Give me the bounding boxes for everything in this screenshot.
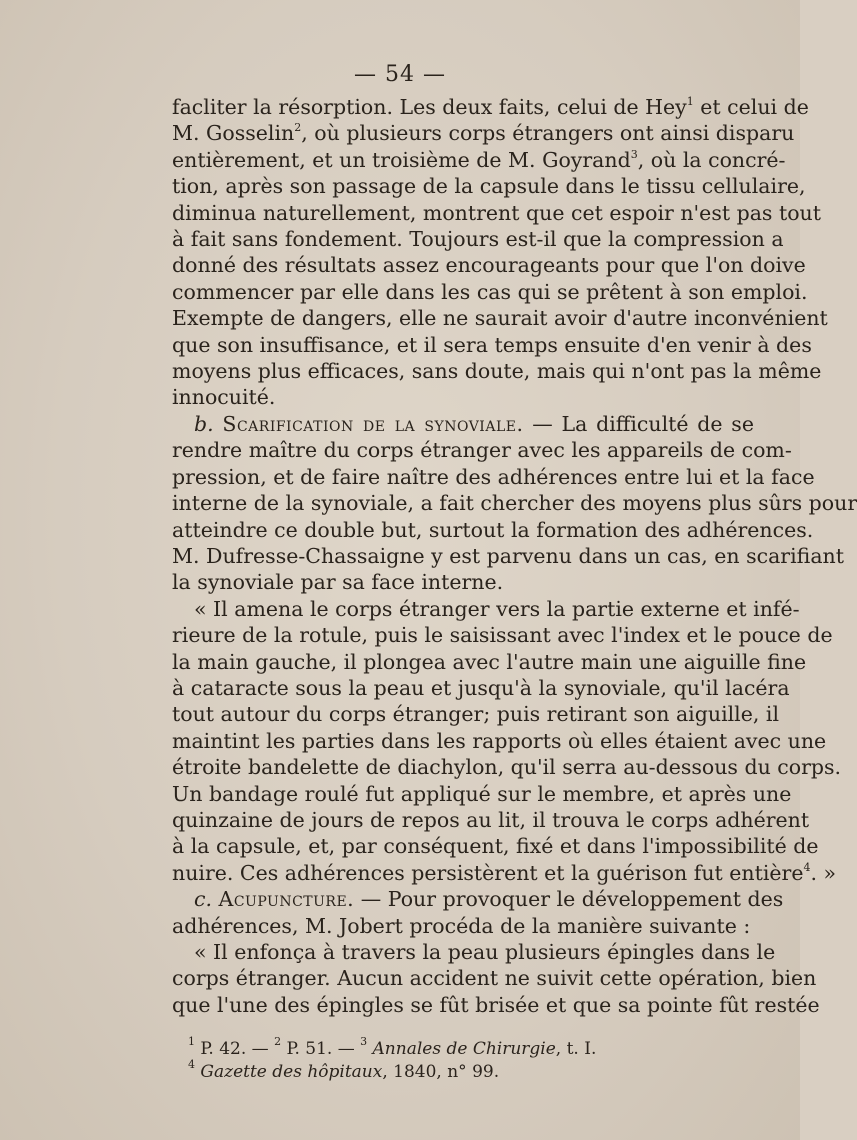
footnote-line: $^4$ Gazette des hôpitaux, 1840, n° 99. <box>188 1058 500 1082</box>
text-line: tout autour du corps étranger; puis retirant son aiguille, il <box>172 702 780 727</box>
text-line: M. Dufresse-Chassaigne y est parvenu dans un cas, en scarifiant <box>172 543 844 568</box>
text-line: rendre maître du corps étranger avec les appareils de com- <box>172 438 792 463</box>
footnotes <box>188 1035 748 1084</box>
section-heading-line: c. Acupuncture. — Pour provoquer le développement des <box>194 887 784 912</box>
text-line: pression, et de faire naître des adhérences entre lui et la face <box>172 464 815 489</box>
text-line: moyens plus efficaces, sans doute, mais qui n'ont pas la même <box>172 359 822 384</box>
page-number: — 54 — <box>354 62 446 87</box>
text-line: entièrement, et un troisième de M. Goyrand$^3$, où la concré- <box>172 147 786 172</box>
text-line: Un bandage roulé fut appliqué sur le membre, et après une <box>172 781 792 806</box>
footnote-ref: 2 <box>294 121 302 135</box>
text-line: corps étranger. Aucun accident ne suivit cette opération, bien <box>172 966 817 991</box>
text-line: innocuité. <box>172 385 276 410</box>
text-line: la synoviale par sa face interne. <box>172 570 504 595</box>
body-text <box>172 94 857 1018</box>
text-line: que l'une des épingles se fût brisée et que sa pointe fût restée <box>172 992 820 1017</box>
text-line: quinzaine de jours de repos au lit, il trouva le corps adhérent <box>172 807 810 832</box>
text-line: rieure de la rotule, puis le saisissant avec l'index et le pouce de <box>172 623 833 648</box>
text-line: la main gauche, il plongea avec l'autre main une aiguille fine <box>172 649 807 674</box>
text-line: M. Gosselin$^2$, où plusieurs corps étrangers ont ainsi disparu <box>172 121 795 146</box>
text-line: tion, après son passage de la capsule dans le tissu cellulaire, <box>172 174 806 199</box>
text-line: adhérences, M. Jobert procéda de la manière suivante : <box>172 913 751 938</box>
text-line: maintint les parties dans les rapports où elles étaient avec une <box>172 728 827 753</box>
text-line: Exempte de dangers, elle ne saurait avoir d'autre inconvénient <box>172 306 828 331</box>
text-line: diminua naturellement, montrent que cet espoir n'est pas tout <box>172 200 821 225</box>
footnote-line: $^1$ P. 42. — $^2$ P. 51. — $^3$ Annales de Chirurgie, t. I. <box>188 1035 597 1059</box>
text-line: à la capsule, et, par conséquent, fixé et dans l'impossibilité de <box>172 834 819 859</box>
section-heading: Scarification de la synoviale. <box>222 411 524 436</box>
text-line: à cataracte sous la peau et jusqu'à la synoviale, qu'il lacéra <box>172 675 790 700</box>
text-line: nuire. Ces adhérences persistèrent et la guérison fut entière$^4$. » <box>172 860 837 885</box>
text-line: étroite bandelette de diachylon, qu'il serra au-dessous du corps. <box>172 755 842 780</box>
text-line: facliter la résorption. Les deux faits, celui de Hey$^1$ et celui de <box>172 95 809 119</box>
text-line: donné des résultats assez encourageants pour que l'on doive <box>172 253 806 278</box>
text-line: commencer par elle dans les cas qui se prêtent à son emploi. <box>172 279 808 304</box>
text-line: que son insuffisance, et il sera temps ensuite d'en venir à des <box>172 332 812 357</box>
text-line: « Il enfonça à travers la peau plusieurs épingles dans le <box>194 940 776 964</box>
text-line: « Il amena le corps étranger vers la partie externe et infé- <box>194 596 800 621</box>
footnote-ref: 1 <box>686 95 694 108</box>
footnote-ref: 3 <box>630 147 638 161</box>
text-line: interne de la synoviale, a fait chercher des moyens plus sûrs pour <box>172 491 857 516</box>
section-heading-line: b. Scarification de la synoviale. — La difficulté de se <box>194 411 754 436</box>
text-line: à fait sans fondement. Toujours est-il que la compression a <box>172 227 784 252</box>
text-line: atteindre ce double but, surtout la formation des adhérences. <box>172 517 814 542</box>
section-heading: Acupuncture. <box>218 887 355 912</box>
footnote-ref: 4 <box>803 860 811 874</box>
